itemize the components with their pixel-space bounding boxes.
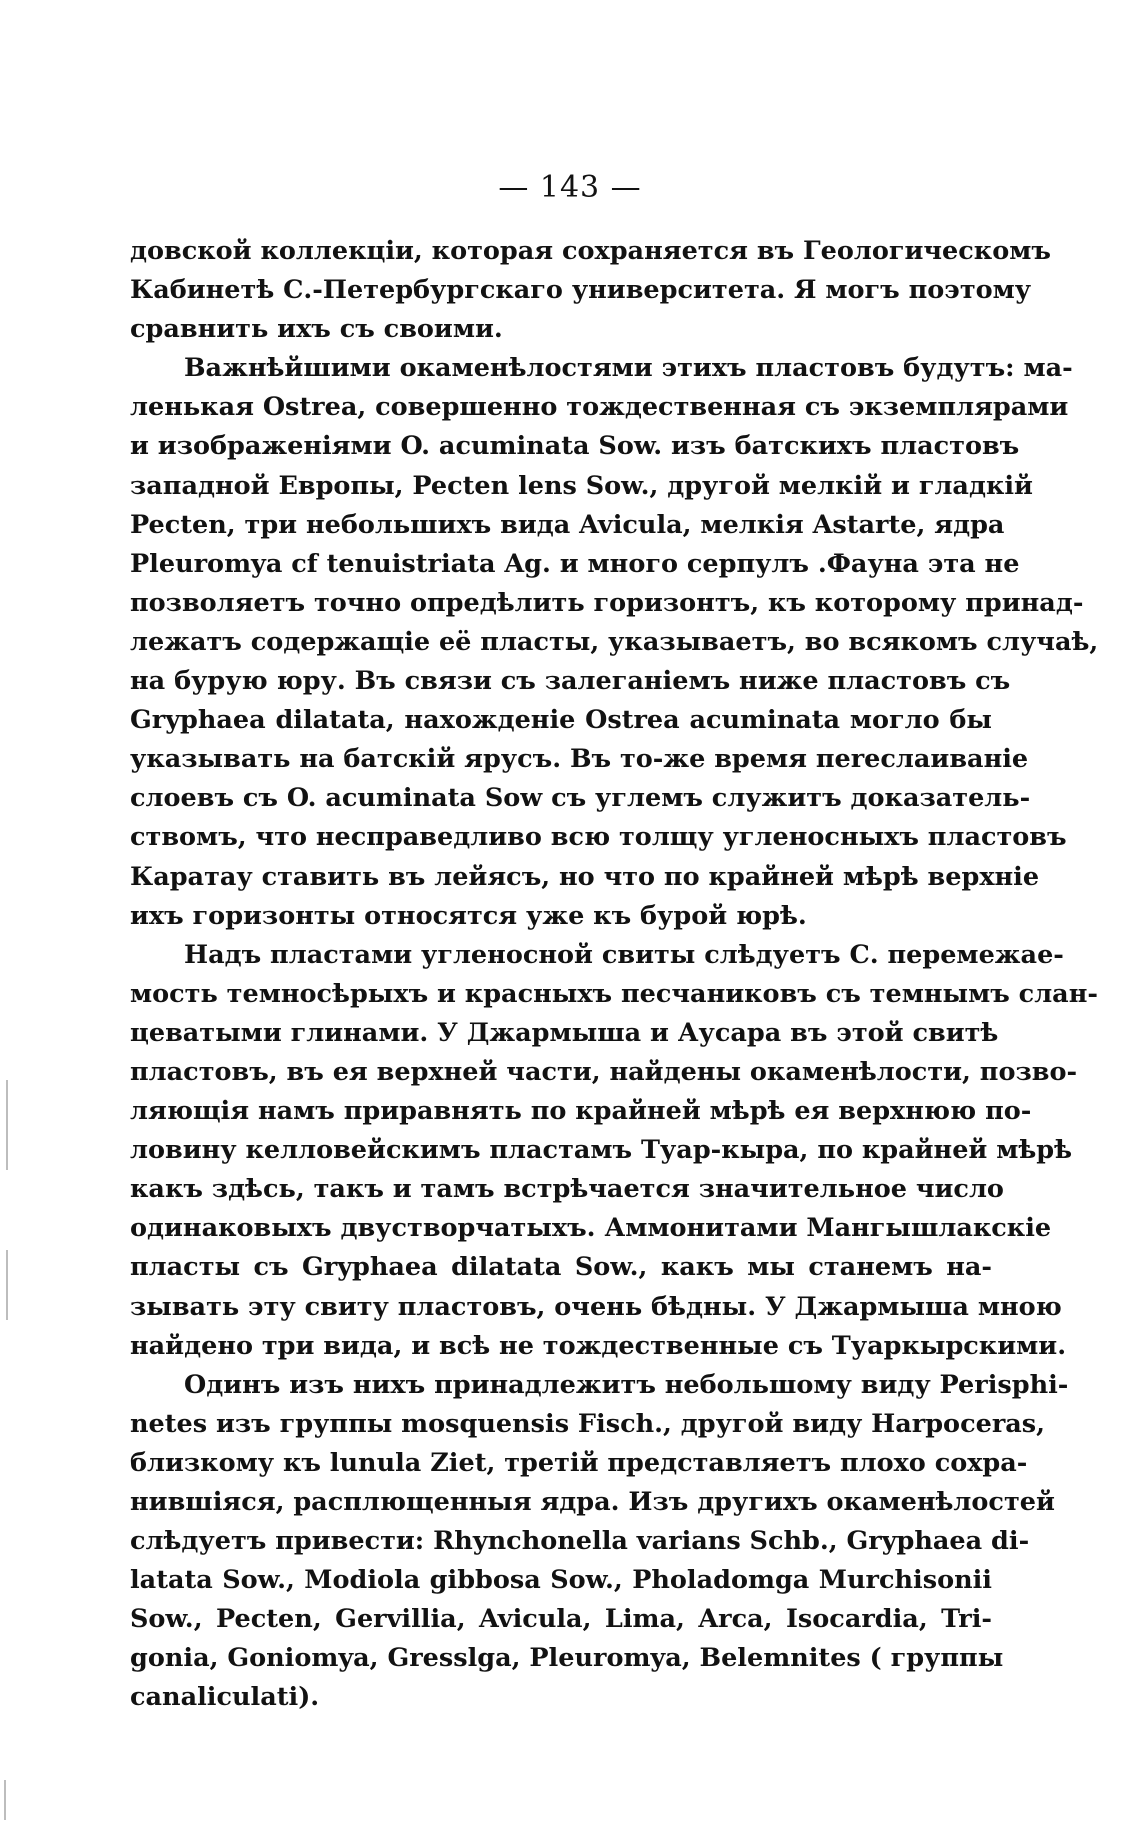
scan-gutter-mark	[4, 1780, 6, 1820]
paragraph	[130, 1366, 1069, 1718]
text-line: Надъ пластами угленосной свиты слѣдуетъ С. перемежае-	[184, 939, 1064, 970]
text-line: одинаковыхъ двустворчатыхъ. Аммонитами Мангышлакскіе	[130, 1213, 1052, 1244]
text-line: canaliculati).	[130, 1682, 320, 1713]
body-text	[130, 232, 1099, 1718]
text-line: Каратау ставить въ лейясъ, но что по крайней мѣрѣ верхніе	[130, 861, 1040, 892]
text-line: какъ здѣсь, такъ и тамъ встрѣчается значительное число	[130, 1174, 1004, 1205]
text-line: позволяетъ точно опредѣлить горизонтъ, къ которому принад-	[130, 587, 1084, 618]
text-line: Gryphaea dilatata, нахожденіе Ostrea acuminata могло бы	[130, 705, 992, 736]
text-line: лежатъ содержащіе её пласты, указываетъ, во всякомъ случаѣ,	[130, 626, 1099, 657]
text-line: пластовъ, въ ея верхней части, найдены окаменѣлости, позво-	[130, 1056, 1078, 1087]
text-line: нившіяся, расплющенныя ядра. Изъ другихъ окаменѣлостей	[130, 1487, 1055, 1517]
text-line: слоевъ съ O. acuminata Sow съ углемъ служитъ доказатель-	[130, 783, 1031, 814]
text-line: Одинъ изъ нихъ принадлежитъ небольшому виду Perisphi-	[184, 1369, 1069, 1400]
text-line: Pecten, три небольшихъ вида Avicula, мелкія Astarte, ядра	[130, 509, 1005, 540]
page-number: — 143 —	[498, 170, 642, 205]
scan-gutter-mark	[6, 1080, 8, 1170]
text-line: и изображеніями O. acuminata Sow. изъ батскихъ пластовъ	[130, 431, 1020, 462]
text-line: Важнѣйшими окаменѣлостями этихъ пластовъ будутъ: ма-	[184, 353, 1073, 384]
text-line: ловину келловейскимъ пластамъ Туар-кыра, по крайней мѣрѣ	[130, 1135, 1073, 1166]
text-line: найдено три вида, и всѣ не тождественные съ Туаркырскими.	[130, 1330, 1067, 1361]
text-line: netes изъ группы mosquensis Fisch., другой виду Harpoceras,	[130, 1408, 1046, 1439]
text-line: цеватыми глинами. У Джармыша и Аусара въ этой свитѣ	[130, 1017, 999, 1048]
text-line: Кабинетѣ С.-Петербургскаго университета. Я могъ поэтому	[130, 275, 1032, 306]
text-line: близкому къ lunula Ziet, третій представляетъ плохо сохра-	[130, 1447, 1028, 1478]
text-line: западной Европы, Pecten lens Sow., другой мелкій и гладкій	[130, 470, 1033, 501]
text-line: слѣдуетъ привести: Rhynchonella varians Schb., Gryphaea di-	[130, 1526, 1030, 1557]
text-line: latata Sow., Modiola gibbosa Sow., Pholadomga Murchisonii	[130, 1565, 992, 1596]
text-line: указывать на батскій ярусъ. Въ то-же время пereслаиваніе	[130, 744, 1029, 775]
text-line: на бурую юру. Въ связи съ залеганіемъ ниже пластовъ съ	[130, 666, 1011, 697]
paragraph	[130, 349, 1099, 935]
text-line: пласты съ Gryphaea dilatata Sow., какъ мы станемъ на-	[130, 1252, 992, 1283]
text-line: ихъ горизонты относятся уже къ бурой юрѣ.	[130, 900, 807, 931]
text-line: зывать эту свиту пластовъ, очень бѣдны. У Джармыша мною	[130, 1291, 1062, 1322]
text-line: ствомъ, что несправедливо всю толщу угленосныхъ пластовъ	[130, 822, 1067, 853]
text-line: Sow., Pecten, Gervillia, Avicula, Lima, Arca, Isocardia, Tri-	[130, 1604, 992, 1635]
text-line: gonia, Goniomya, Gresslga, Pleuromya, Belemnites ( группы	[130, 1643, 1004, 1674]
text-line: мость темносѣрыхъ и красныхъ песчаниковъ съ темнымъ слан-	[130, 978, 1098, 1009]
text-line: сравнить ихъ съ своими.	[130, 314, 503, 345]
paragraph	[130, 936, 1098, 1366]
text-line: ляющія намъ приравнять по крайней мѣрѣ ея верхнюю по-	[130, 1096, 1032, 1127]
text-line: Pleuromya cf tenuistriata Ag. и много серпулъ .Фауна эта не	[130, 548, 1020, 579]
text-line: ленькая Ostrea, совершенно тождественная съ экземплярами	[130, 392, 1069, 423]
scan-gutter-mark	[6, 1250, 8, 1320]
text-line: довской коллекціи, которая сохраняется въ Геологическомъ	[130, 236, 1051, 266]
paragraph	[130, 232, 1051, 349]
